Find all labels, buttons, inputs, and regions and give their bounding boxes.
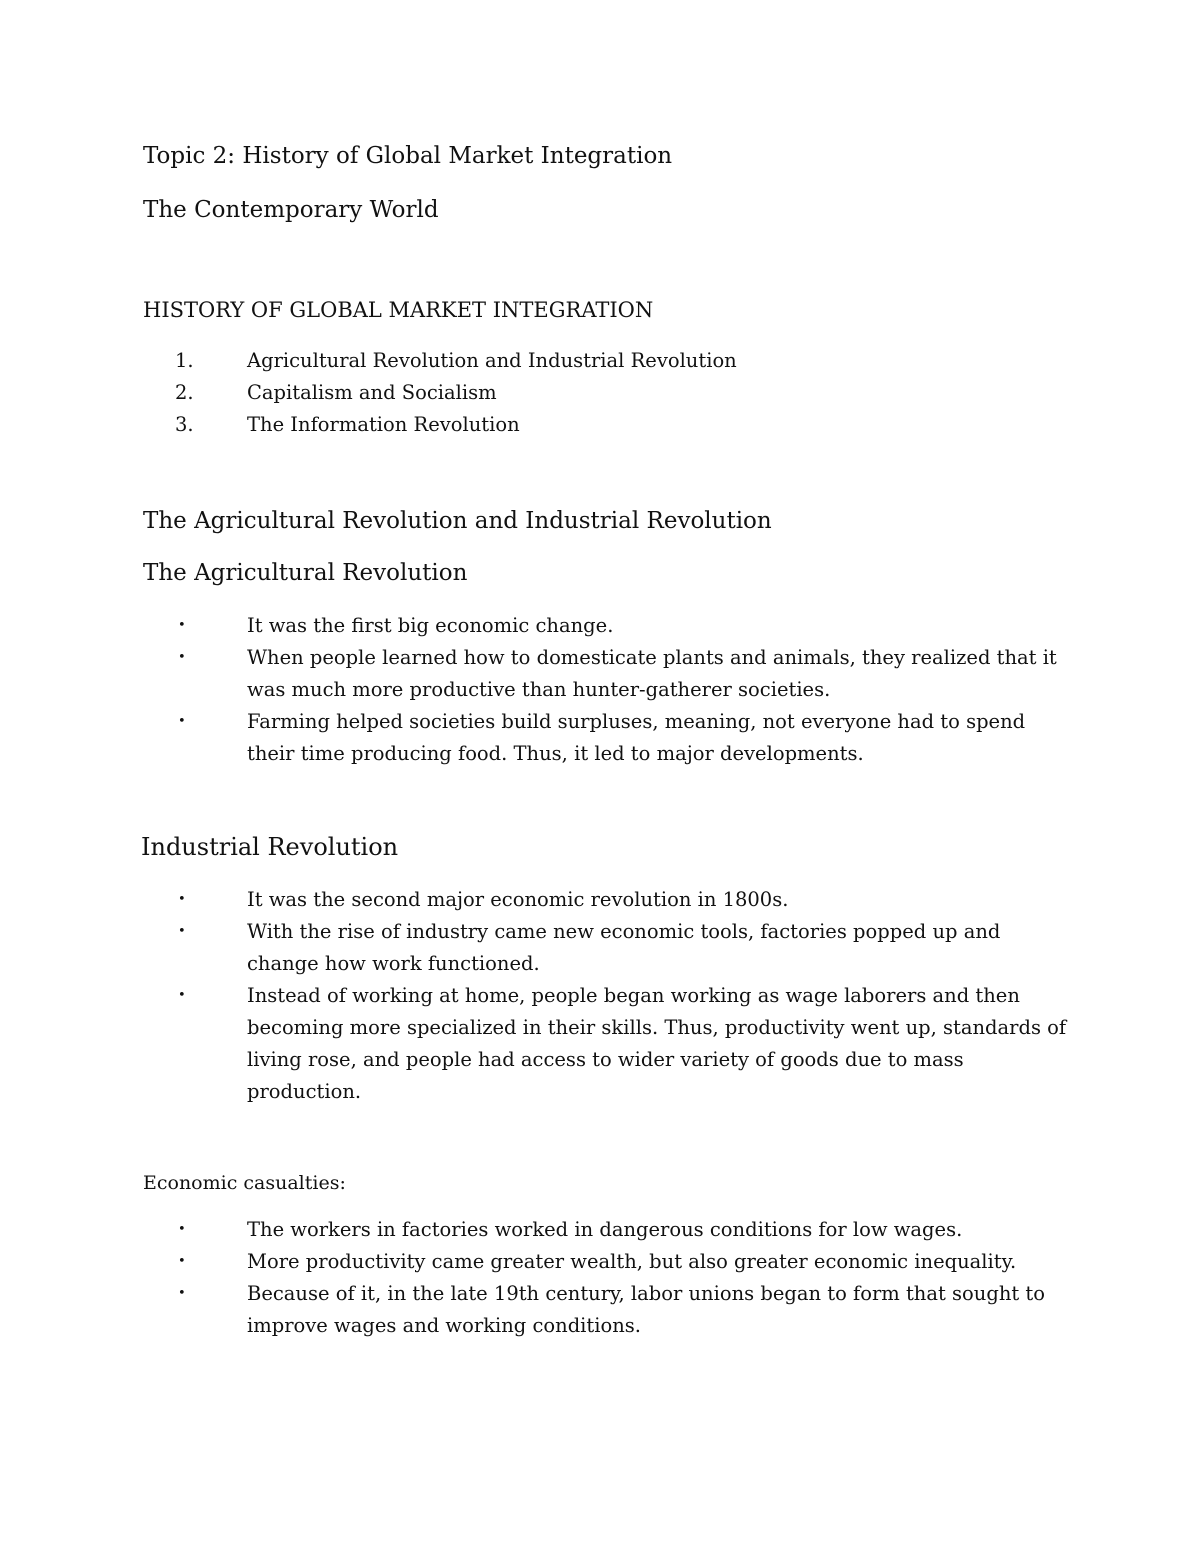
bullet-icon: • bbox=[178, 988, 186, 1003]
bullet-icon: • bbox=[178, 714, 186, 729]
list-item bbox=[0, 642, 1200, 706]
list-item-text: The Information Revolution bbox=[247, 413, 520, 436]
list-item bbox=[0, 1278, 1200, 1342]
list-item bbox=[0, 980, 1200, 1108]
list-item bbox=[0, 345, 1200, 377]
list-item bbox=[0, 1214, 1200, 1246]
list-item bbox=[0, 1246, 1200, 1278]
casualties-list bbox=[0, 1214, 1200, 1342]
list-item bbox=[0, 706, 1200, 770]
agricultural-heading: The Agricultural Revolution bbox=[143, 560, 468, 586]
list-number: 3. bbox=[175, 413, 194, 436]
list-item bbox=[0, 409, 1200, 441]
course-title: The Contemporary World bbox=[143, 197, 439, 223]
casualties-heading: Economic casualties: bbox=[143, 1172, 346, 1194]
list-item bbox=[0, 884, 1200, 916]
bullet-icon: • bbox=[178, 1254, 186, 1269]
list-item-text: When people learned how to domesticate plants and animals, they realized that it was much more productive than hunter-gatherer societies. bbox=[247, 646, 1057, 701]
outline-heading: HISTORY OF GLOBAL MARKET INTEGRATION bbox=[143, 298, 654, 322]
bullet-icon: • bbox=[178, 924, 186, 939]
list-item bbox=[0, 916, 1200, 980]
bullet-icon: • bbox=[178, 892, 186, 907]
list-item-text: Agricultural Revolution and Industrial Revolution bbox=[247, 349, 737, 372]
list-item-text: It was the first big economic change. bbox=[247, 614, 614, 637]
list-number: 1. bbox=[175, 349, 194, 372]
bullet-icon: • bbox=[178, 1286, 186, 1301]
list-item bbox=[0, 610, 1200, 642]
bullet-icon: • bbox=[178, 1222, 186, 1237]
list-item-text: Instead of working at home, people began working as wage laborers and then becoming more specialized in their skills. Thus, productivity went up, standards of living rose, and people had access to wider variety of goods due to mass production. bbox=[247, 984, 1067, 1103]
list-item-text: Farming helped societies build surpluses, meaning, not everyone had to spend their time producing food. Thus, it led to major developments. bbox=[247, 710, 1026, 765]
list-number: 2. bbox=[175, 381, 194, 404]
bullet-icon: • bbox=[178, 618, 186, 633]
list-item bbox=[0, 377, 1200, 409]
industrial-heading: Industrial Revolution bbox=[141, 833, 399, 861]
industrial-list bbox=[0, 884, 1200, 1108]
list-item-text: Capitalism and Socialism bbox=[247, 381, 497, 404]
agricultural-list bbox=[0, 610, 1200, 770]
list-item-text: Because of it, in the late 19th century, labor unions began to form that sought to improve wages and working conditions. bbox=[247, 1282, 1045, 1337]
outline-list bbox=[0, 345, 1200, 441]
list-item-text: With the rise of industry came new economic tools, factories popped up and change how work functioned. bbox=[247, 920, 1001, 975]
list-item-text: More productivity came greater wealth, but also greater economic inequality. bbox=[247, 1250, 1017, 1273]
list-item-text: It was the second major economic revolution in 1800s. bbox=[247, 888, 789, 911]
topic-title: Topic 2: History of Global Market Integration bbox=[143, 143, 673, 169]
section-heading: The Agricultural Revolution and Industrial Revolution bbox=[143, 508, 772, 534]
bullet-icon: • bbox=[178, 650, 186, 665]
list-item-text: The workers in factories worked in dangerous conditions for low wages. bbox=[247, 1218, 963, 1241]
